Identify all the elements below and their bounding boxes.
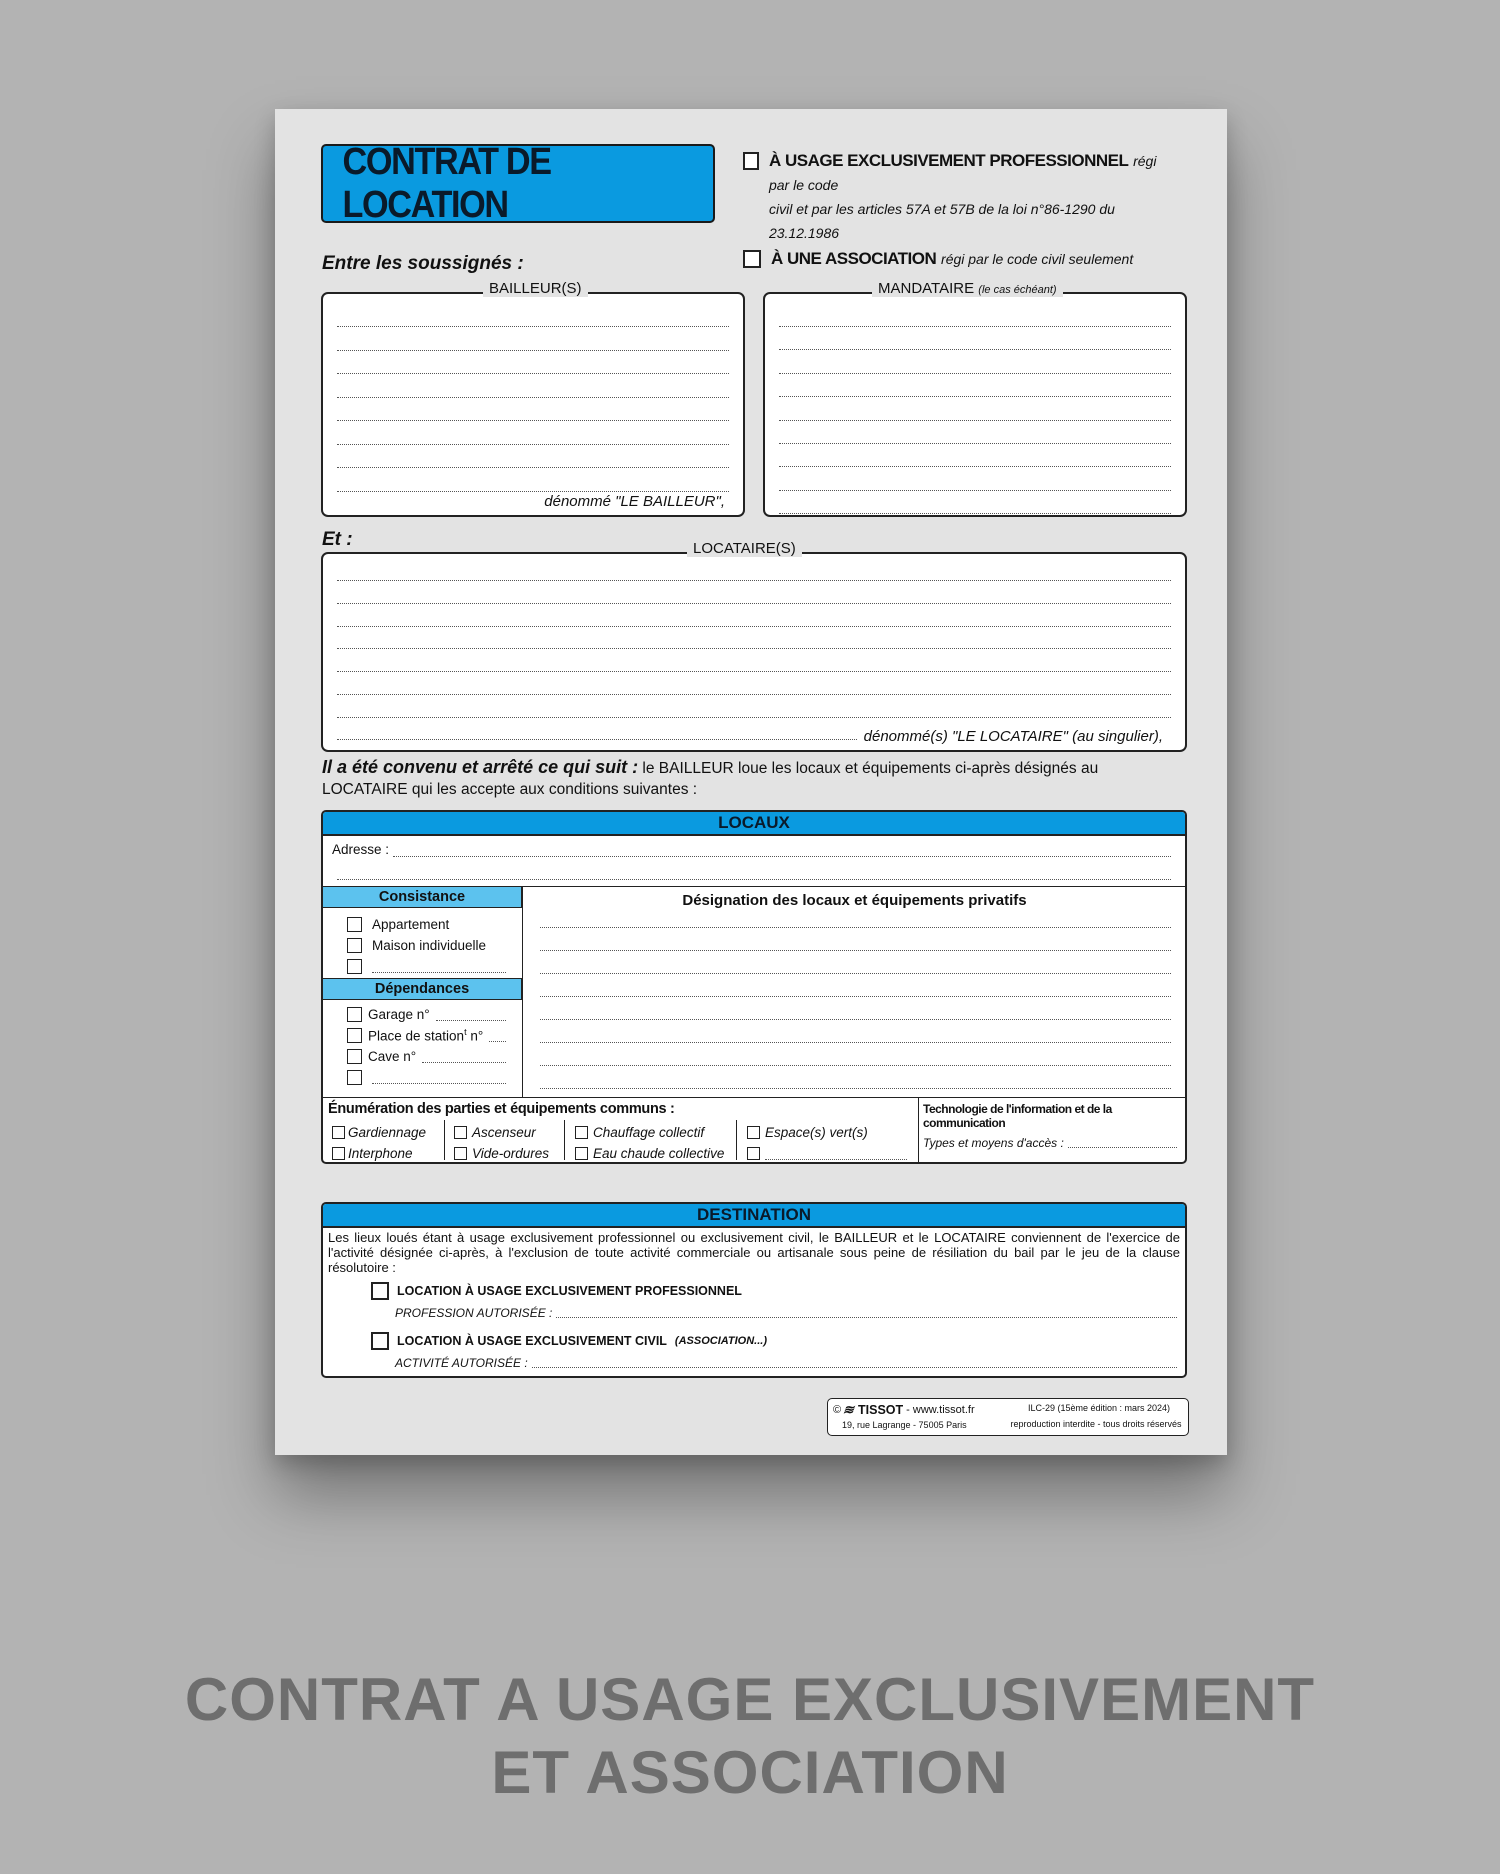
profession-field[interactable] <box>395 1306 1177 1320</box>
destination-civil-checkbox[interactable] <box>371 1332 389 1350</box>
consistance-header: Consistance <box>323 887 522 908</box>
profession-label: PROFESSION AUTORISÉE : <box>395 1306 553 1320</box>
garage-checkbox[interactable] <box>347 1007 362 1022</box>
tic-block[interactable] <box>923 1102 1181 1164</box>
activite-label: ACTIVITÉ AUTORISÉE : <box>395 1356 528 1370</box>
ascenseur-label: Ascenseur <box>472 1125 536 1140</box>
communs-eau-chaude[interactable] <box>575 1143 724 1164</box>
destination-pro-option[interactable] <box>371 1282 742 1300</box>
communs-gardiennage[interactable] <box>332 1122 426 1143</box>
usage-options <box>743 149 1163 271</box>
adresse-label: Adresse : <box>332 842 390 857</box>
cave-checkbox[interactable] <box>347 1049 362 1064</box>
destination-title: DESTINATION <box>323 1204 1185 1228</box>
adresse-row[interactable] <box>332 842 1171 857</box>
dependance-cave[interactable] <box>347 1046 522 1067</box>
tic-title: Technologie de l'information et de la communication <box>923 1102 1112 1130</box>
designation-column[interactable] <box>524 887 1185 1097</box>
consistance-other-checkbox[interactable] <box>347 959 362 974</box>
rights-notice: reproduction interdite - tous droits réservés <box>1010 1419 1182 1429</box>
ascenseur-checkbox[interactable] <box>454 1126 467 1139</box>
locaux-section <box>321 810 1187 1164</box>
usage-pro-checkbox[interactable] <box>743 152 759 170</box>
appartement-label: Appartement <box>372 917 450 932</box>
parties-intro: Entre les soussignés : <box>322 253 524 274</box>
contract-sheet <box>275 109 1227 1455</box>
gardiennage-checkbox[interactable] <box>332 1126 345 1139</box>
communs-other[interactable] <box>747 1143 907 1164</box>
caption-line-1: CONTRAT A USAGE EXCLUSIVEMENT <box>184 1666 1316 1733</box>
usage-pro-note: régi par le code <box>768 153 1157 193</box>
communs-other-checkbox[interactable] <box>747 1147 760 1160</box>
left-column <box>323 887 523 1097</box>
espaces-verts-label: Espace(s) vert(s) <box>765 1125 868 1140</box>
interphone-checkbox[interactable] <box>332 1147 345 1160</box>
mandataire-frame[interactable] <box>763 292 1187 517</box>
maison-checkbox[interactable] <box>347 938 362 953</box>
designation-title: Désignation des locaux et équipements privatifs <box>682 892 1027 909</box>
usage-pro-law: civil et par les articles 57A et 57B de la loi n°86-1290 du 23.12.1986 <box>768 201 1115 241</box>
locataire-frame[interactable] <box>321 552 1187 752</box>
dependance-other[interactable] <box>347 1067 522 1088</box>
locaux-title: LOCAUX <box>323 812 1185 836</box>
copyright-symbol: © <box>833 1404 842 1416</box>
usage-association-note: régi par le code civil seulement <box>941 251 1134 267</box>
gardiennage-label: Gardiennage <box>348 1125 427 1140</box>
vide-ordures-checkbox[interactable] <box>454 1147 467 1160</box>
bailleur-signature-text: dénommé "LE BAILLEUR", <box>544 493 725 510</box>
page-title: CONTRAT DE LOCATION <box>342 140 551 226</box>
dependances-header: Dépendances <box>323 978 522 1000</box>
place-checkbox[interactable] <box>347 1028 362 1043</box>
usage-association-checkbox[interactable] <box>743 250 761 268</box>
mandataire-label-text: MANDATAIRE <box>878 280 975 297</box>
destination-pro-label: LOCATION À USAGE EXCLUSIVEMENT PROFESSIONNEL <box>397 1284 742 1298</box>
communs-grid <box>332 1122 917 1164</box>
destination-text: Les lieux loués étant à usage exclusivement professionnel ou exclusivement civil, le BAILLEUR et le LOCATAIRE conviennent de l'exercice de l'activité désignée ci-après, à l'exclusion de toute activité commerciale ou artisanale sous peine de résiliation du bail par le jeu de la clause résolutoire : <box>328 1230 1180 1275</box>
usage-association-label: À UNE ASSOCIATION <box>771 249 937 268</box>
usage-pro-label: À USAGE EXCLUSIVEMENT PROFESSIONNEL <box>768 151 1129 170</box>
chauffage-checkbox[interactable] <box>575 1126 588 1139</box>
publisher-line <box>833 1402 975 1418</box>
destination-civil-note: (ASSOCIATION...) <box>674 1335 767 1347</box>
consistance-other[interactable] <box>347 956 522 977</box>
et-label: Et : <box>322 529 353 550</box>
dependance-place[interactable] <box>347 1025 522 1046</box>
publisher-footer <box>827 1398 1189 1436</box>
activite-field[interactable] <box>395 1356 1177 1370</box>
place-label: Place de station$^t$ n° <box>368 1027 484 1044</box>
edition-ref: ILC-29 (15ème édition : mars 2024) <box>1027 1403 1171 1413</box>
locataire-label: LOCATAIRE(S) <box>687 540 802 557</box>
eau-chaude-checkbox[interactable] <box>575 1147 588 1160</box>
vide-ordures-label: Vide-ordures <box>472 1146 550 1161</box>
dependance-other-checkbox[interactable] <box>347 1070 362 1085</box>
communs-ascenseur[interactable] <box>454 1122 536 1143</box>
appartement-checkbox[interactable] <box>347 917 362 932</box>
interphone-label: Interphone <box>348 1146 413 1161</box>
brand-site: - www.tissot.fr <box>906 1404 975 1416</box>
destination-pro-checkbox[interactable] <box>371 1282 389 1300</box>
mandataire-label <box>872 280 1063 297</box>
consistance-maison[interactable] <box>347 935 522 956</box>
bailleur-frame[interactable] <box>321 292 745 517</box>
title-box <box>321 140 715 226</box>
tissot-logo-icon: ≋ <box>841 1402 858 1417</box>
destination-section <box>321 1202 1187 1378</box>
maison-label: Maison individuelle <box>372 938 487 953</box>
communs-vide-ordures[interactable] <box>454 1143 549 1164</box>
caption-line-2: ET ASSOCIATION <box>491 1739 1009 1806</box>
eau-chaude-label: Eau chaude collective <box>593 1146 725 1161</box>
consistance-appartement[interactable] <box>347 914 522 935</box>
agreement-lead: Il a été convenu et arrêté ce qui suit : <box>322 757 639 777</box>
communs-espaces-verts[interactable] <box>747 1122 868 1143</box>
publisher-address: 19, rue Lagrange - 75005 Paris <box>842 1420 967 1430</box>
espaces-verts-checkbox[interactable] <box>747 1126 760 1139</box>
tic-subtitle: Types et moyens d'accès : <box>923 1136 1064 1150</box>
communs-title: Énumération des parties et équipements communs : <box>328 1101 675 1117</box>
agreement-text: le BAILLEUR loue les locaux et équipements ci-après désignés au LOCATAIRE qui les accepte aux conditions suivantes : <box>322 760 1099 798</box>
mandataire-note: (le cas échéant) <box>978 284 1057 296</box>
destination-civil-label: LOCATION À USAGE EXCLUSIVEMENT CIVIL <box>397 1334 667 1348</box>
communs-chauffage[interactable] <box>575 1122 704 1143</box>
dependance-garage[interactable] <box>347 1004 522 1025</box>
agreement-paragraph <box>322 757 1182 800</box>
bailleur-label: BAILLEUR(S) <box>483 280 588 297</box>
destination-civil-option[interactable] <box>371 1332 767 1350</box>
garage-label: Garage n° <box>368 1007 430 1022</box>
cave-label: Cave n° <box>368 1049 417 1064</box>
chauffage-label: Chauffage collectif <box>593 1125 705 1140</box>
locataire-signature-text: dénommé(s) "LE LOCATAIRE" (au singulier), <box>863 728 1163 745</box>
brand-name: TISSOT <box>858 1403 904 1417</box>
communs-interphone[interactable] <box>332 1143 413 1164</box>
